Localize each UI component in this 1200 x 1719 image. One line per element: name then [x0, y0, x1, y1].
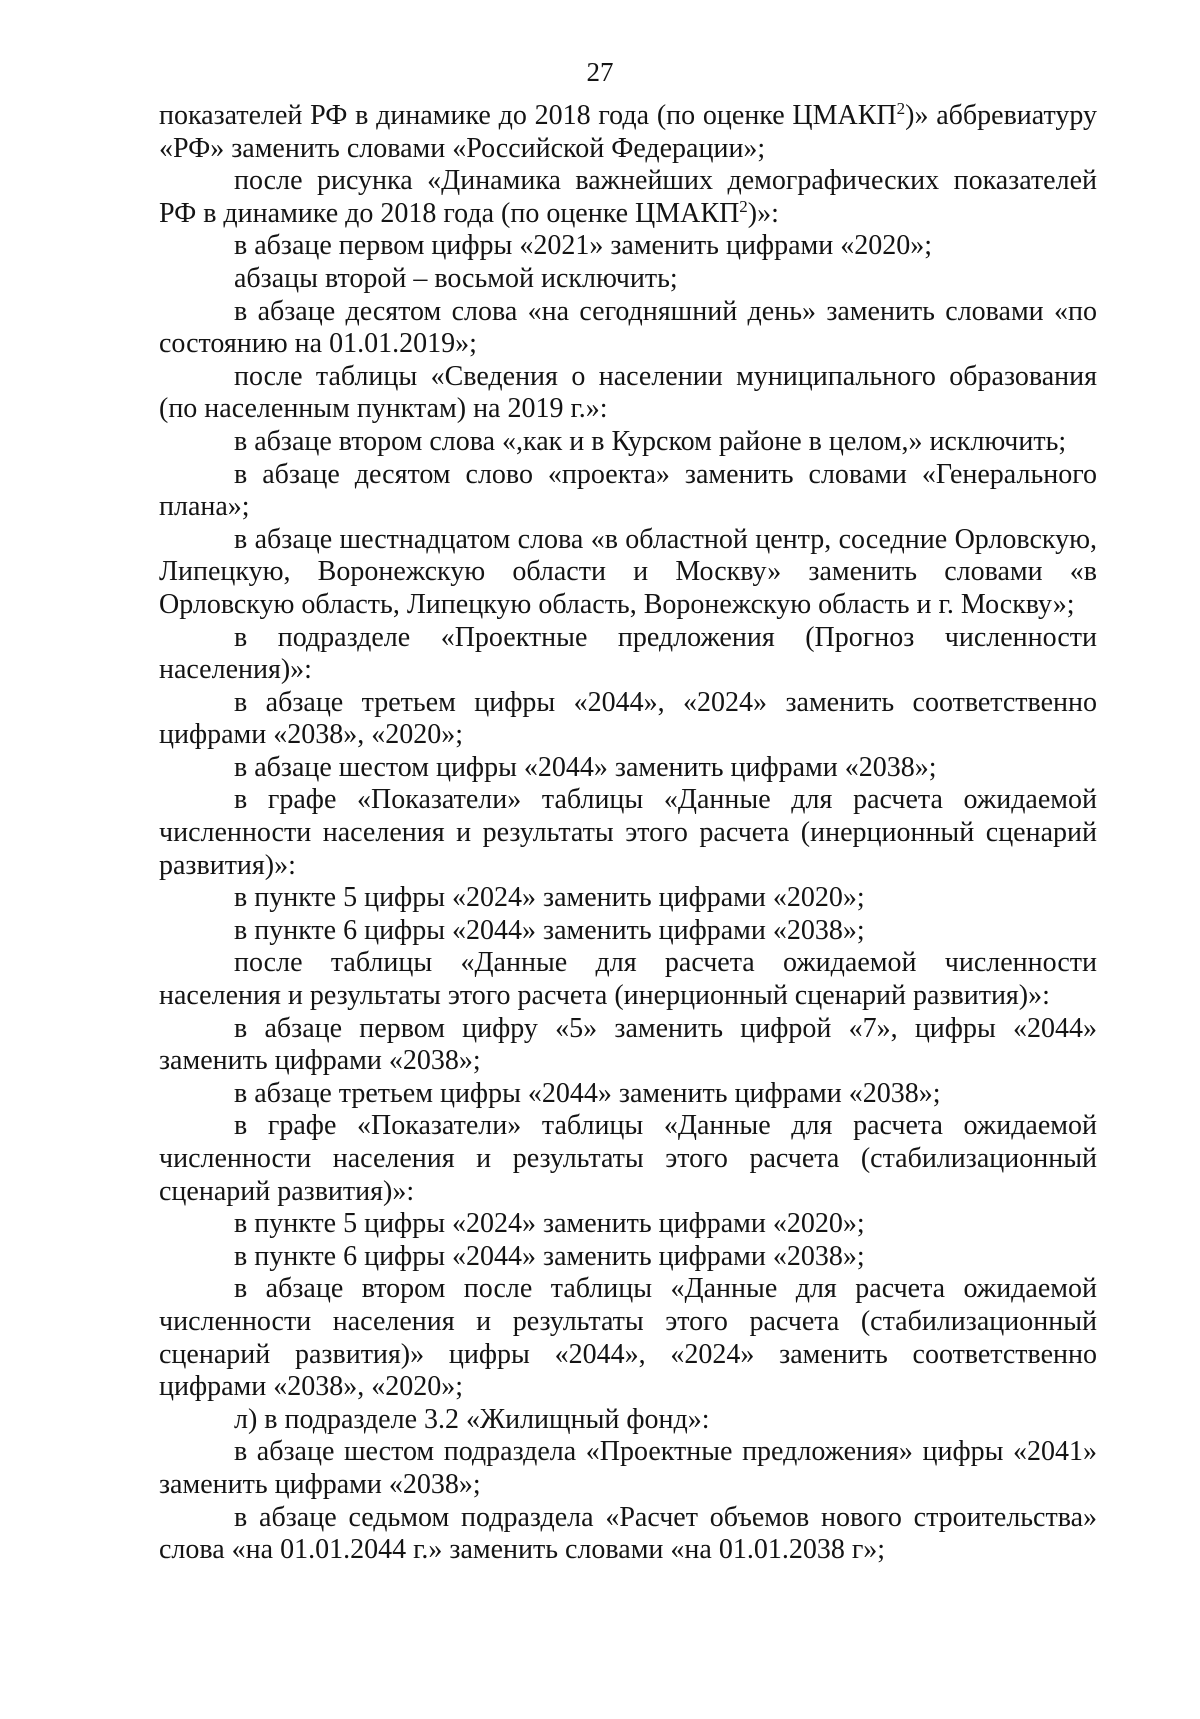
paragraph-text: в подразделе «Проектные предложения (Прогноз численности населения)»:	[159, 621, 1097, 686]
paragraph	[159, 1013, 1097, 1078]
paragraph	[159, 100, 1097, 165]
paragraph-text: в абзаце шестом подраздела «Проектные предложения» цифры «2041» заменить цифрами «2038»;	[159, 1436, 1097, 1500]
paragraph-text: )»:	[747, 197, 779, 229]
paragraph-text: в абзаце седьмом подраздела «Расчет объемов нового строительства» слова «на 01.01.2044 г.» заменить словами «на 01.01.2038 г»;	[159, 1501, 1097, 1566]
paragraph	[159, 1502, 1097, 1567]
paragraph	[159, 882, 1097, 915]
paragraph-text: в пункте 6 цифры «2044» заменить цифрами «2038»;	[234, 1240, 865, 1272]
paragraph	[159, 1110, 1097, 1208]
paragraph	[159, 687, 1097, 752]
paragraph	[159, 426, 1097, 459]
paragraph-text: в графе «Показатели» таблицы «Данные для расчета ожидаемой численности населения и результаты этого расчета (инерционный сценарий развития)»:	[159, 784, 1097, 881]
paragraph-text: в пункте 5 цифры «2024» заменить цифрами «2020»;	[234, 882, 865, 914]
paragraph	[159, 524, 1097, 622]
paragraph-text: в абзаце шестнадцатом слова «в областной центр, соседние Орловскую, Липецкую, Воронежскую области и Москву» заменить словами «в Орловскую область, Липецкую область, Воронежскую область и г. Москву»;	[159, 523, 1097, 620]
paragraph	[159, 1078, 1097, 1111]
paragraph	[159, 459, 1097, 524]
paragraph	[159, 1273, 1097, 1403]
paragraph-text: в абзаце шестом цифры «2044» заменить цифрами «2038»;	[234, 751, 937, 783]
paragraph-text: в графе «Показатели» таблицы «Данные для расчета ожидаемой численности населения и результаты этого расчета (стабилизационный сценарий развития)»:	[159, 1110, 1097, 1207]
page-number: 27	[586, 57, 614, 87]
paragraph-text: после рисунка «Динамика важнейших демографических показателей РФ в динамике до 2018 года (по оценке ЦМАКП	[159, 165, 1097, 229]
paragraph	[159, 1404, 1097, 1437]
paragraph	[159, 1241, 1097, 1274]
paragraph-text: в абзаце первом цифры «2021» заменить цифрами «2020»;	[234, 230, 932, 262]
paragraph	[159, 752, 1097, 785]
paragraph-text: в абзаце втором слова «,как и в Курском районе в целом,» исключить;	[234, 425, 1067, 457]
paragraph	[159, 622, 1097, 687]
paragraph-text: )» аббревиатуру «РФ» заменить словами «Российской Федерации»;	[159, 100, 1097, 164]
paragraph	[159, 165, 1097, 230]
paragraph-text: в пункте 6 цифры «2044» заменить цифрами «2038»;	[234, 914, 865, 946]
paragraph	[159, 915, 1097, 948]
paragraph-text: абзацы второй – восьмой исключить;	[234, 262, 678, 294]
paragraph	[159, 230, 1097, 263]
footnote-superscript: 2	[739, 196, 748, 216]
paragraph-text: показателей РФ в динамике до 2018 года (по оценке ЦМАКП	[159, 100, 897, 131]
paragraph	[159, 361, 1097, 426]
paragraph-text: в абзаце втором после таблицы «Данные для расчета ожидаемой численности населения и результаты этого расчета (стабилизационный сценарий развития)» цифры «2044», «2024» заменить соответственно цифрами «2038», «2020»;	[159, 1273, 1097, 1403]
paragraph	[159, 947, 1097, 1012]
paragraph-text: в абзаце десятом слова «на сегодняшний день» заменить словами «по состоянию на 01.01.2019»;	[159, 295, 1097, 360]
paragraph	[159, 1436, 1097, 1501]
paragraph-text: в абзаце третьем цифры «2044» заменить цифрами «2038»;	[234, 1077, 941, 1109]
paragraph	[159, 784, 1097, 882]
document-body	[159, 100, 1097, 1567]
paragraph	[159, 296, 1097, 361]
paragraph-text: после таблицы «Сведения о населении муниципального образования (по населенным пунктам) на 2019 г.»:	[159, 360, 1097, 425]
paragraph-text: в абзаце третьем цифры «2044», «2024» заменить соответственно цифрами «2038», «2020»;	[159, 686, 1097, 751]
paragraph	[159, 1208, 1097, 1241]
paragraph	[159, 263, 1097, 296]
footnote-superscript: 2	[896, 98, 906, 118]
paragraph-text: л) в подразделе 3.2 «Жилищный фонд»:	[234, 1403, 710, 1435]
paragraph-text: в абзаце первом цифру «5» заменить цифрой «7», цифры «2044» заменить цифрами «2038»;	[159, 1012, 1097, 1077]
paragraph-text: в абзаце десятом слово «проекта» заменить словами «Генерального плана»;	[159, 458, 1097, 523]
paragraph-text: в пункте 5 цифры «2024» заменить цифрами «2020»;	[234, 1208, 865, 1240]
paragraph-text: после таблицы «Данные для расчета ожидаемой численности населения и результаты этого расчета (инерционный сценарий развития)»:	[159, 947, 1097, 1012]
